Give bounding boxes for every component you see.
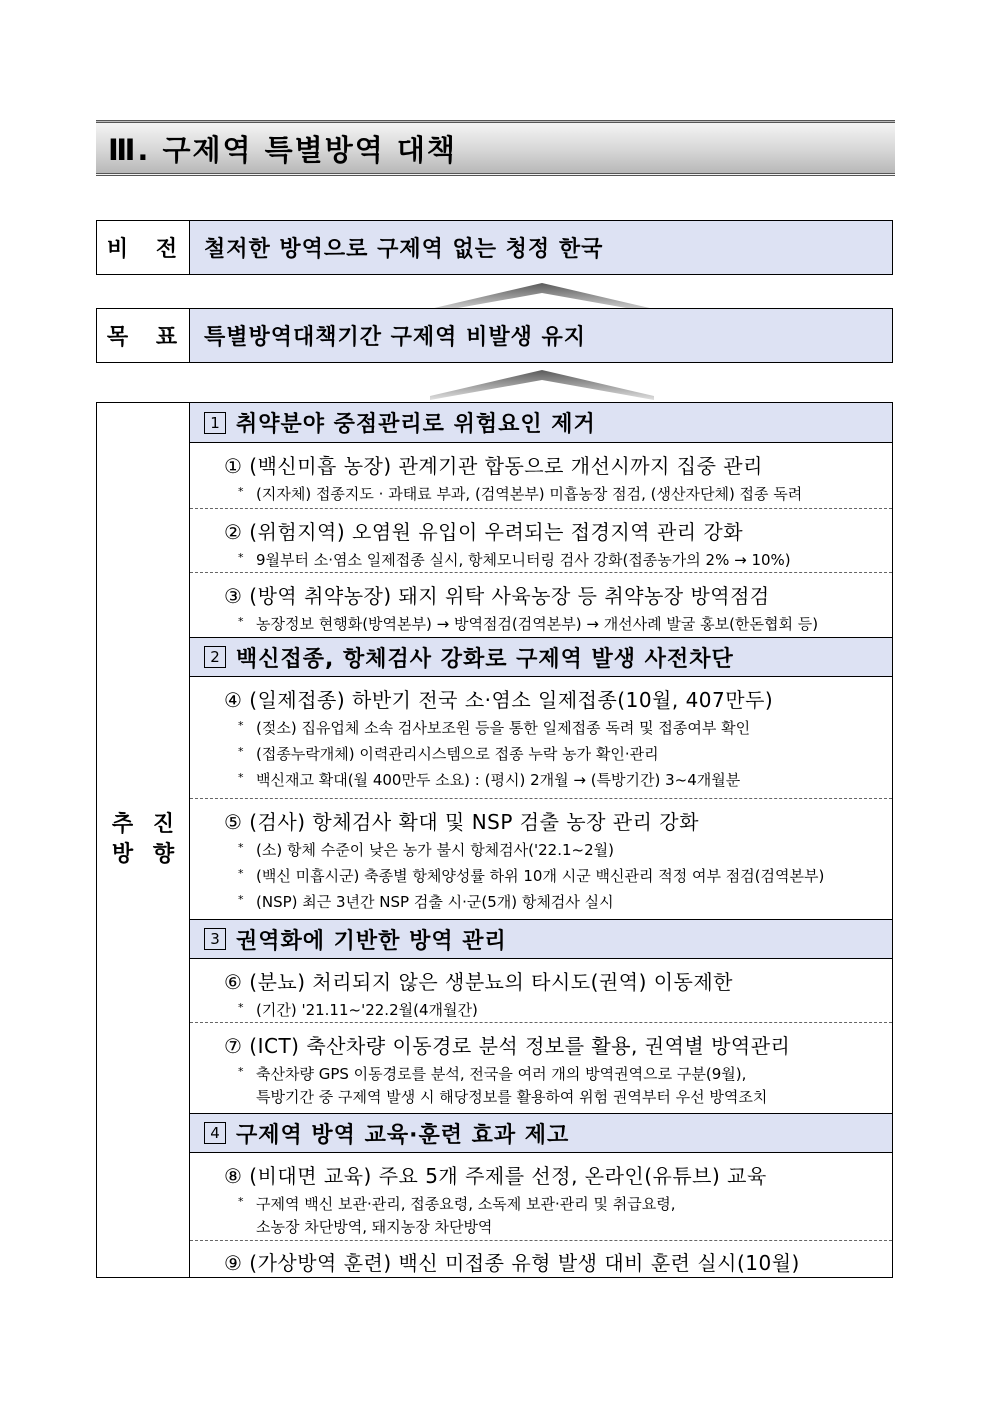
item-note: * 백신재고 확대(월 400만두 소요) : (평시) 2개월 → (특방기간) 3~4개월분 — [238, 771, 741, 789]
list-item — [190, 1023, 892, 1113]
goal-text: 특별방역대책기간 구제역 비발생 유지 — [190, 309, 892, 362]
item-note-continued: 소농장 차단방역, 돼지농장 차단방역 — [256, 1218, 493, 1236]
vision-text: 철저한 방역으로 구제역 없는 청정 한국 — [190, 221, 892, 274]
section-number: 1 — [204, 412, 226, 434]
section-title: 백신접종, 항체검사 강화로 구제역 발생 사전차단 — [236, 646, 734, 672]
vision-row — [96, 220, 893, 275]
page-title: Ⅲ. 구제역 특별방역 대책 — [108, 132, 457, 167]
side-label-line1: 추 진 — [111, 812, 181, 837]
section-number: 3 — [204, 928, 226, 950]
item-heading: ⑨ (가상방역 훈련) 백신 미접종 유형 발생 대비 훈련 실시(10월) — [224, 1251, 800, 1275]
item-note: * (기간) '21.11~'22.2월(4개월간) — [238, 1001, 478, 1019]
list-item — [190, 1153, 892, 1241]
section-header-3 — [190, 919, 892, 959]
list-item — [190, 677, 892, 799]
item-note: * 구제역 백신 보관·관리, 접종요령, 소독제 보관·관리 및 취급요령, — [238, 1195, 676, 1213]
item-heading: ⑦ (ICT) 축산차량 이동경로 분석 정보를 활용, 권역별 방역관리 — [224, 1034, 791, 1058]
strategy-table — [96, 402, 893, 1278]
side-label-line2: 방 향 — [111, 842, 181, 867]
goal-row — [96, 308, 893, 363]
item-note-continued: 특방기간 중 구제역 발생 시 해당정보를 활용하여 위험 권역부터 우선 방역조치 — [256, 1088, 768, 1106]
item-heading: ③ (방역 취약농장) 돼지 위탁 사육농장 등 취약농장 방역점검 — [224, 584, 770, 608]
list-item — [190, 509, 892, 573]
list-item — [190, 573, 892, 637]
section-title: 권역화에 기반한 방역 관리 — [236, 928, 507, 954]
section-title-bar — [96, 120, 895, 176]
section-header-4 — [190, 1113, 892, 1153]
item-note: * (접종누락개체) 이력관리시스템으로 접종 누락 농가 확인·관리 — [238, 745, 659, 763]
list-item — [190, 443, 892, 509]
list-item — [190, 1241, 892, 1277]
item-heading: ⑧ (비대면 교육) 주요 5개 주제를 선정, 온라인(유튜브) 교육 — [224, 1164, 767, 1188]
list-item — [190, 799, 892, 919]
item-note: * (지자체) 접종지도 · 과태료 부과, (검역본부) 미흡농장 점검, (생산자단체) 접종 독려 — [238, 485, 803, 503]
item-heading: ② (위험지역) 오염원 유입이 우려되는 접경지역 관리 강화 — [224, 520, 744, 544]
item-heading: ⑤ (검사) 항체검사 확대 및 NSP 검출 농장 관리 강화 — [224, 810, 699, 834]
item-note: * 9월부터 소·염소 일제접종 실시, 항체모니터링 검사 강화(접종농가의 2% → 10%) — [238, 551, 791, 569]
goal-label: 목 표 — [97, 309, 190, 362]
section-title: 구제역 방역 교육·훈련 효과 제고 — [236, 1122, 570, 1148]
vision-label: 비 전 — [97, 221, 190, 274]
section-header-2 — [190, 637, 892, 677]
item-heading: ① (백신미흡 농장) 관계기관 합동으로 개선시까지 집중 관리 — [224, 454, 763, 478]
section-number: 2 — [204, 646, 226, 668]
item-heading: ⑥ (분뇨) 처리되지 않은 생분뇨의 타시도(권역) 이동제한 — [224, 970, 734, 994]
strategy-content — [190, 403, 892, 1277]
section-header-1 — [190, 403, 892, 443]
section-number: 4 — [204, 1122, 226, 1144]
side-label — [97, 403, 190, 1277]
section-title: 취약분야 중점관리로 위험요인 제거 — [236, 412, 596, 437]
item-note: * (소) 항체 수준이 낮은 농가 불시 항체검사('22.1~2월) — [238, 841, 614, 859]
chevron-up-icon — [430, 366, 654, 400]
item-note: * (백신 미흡시군) 축종별 항체양성률 하위 10개 시군 백신관리 적정 여부 점검(검역본부) — [238, 867, 825, 885]
item-note: * 축산차량 GPS 이동경로를 분석, 전국을 여러 개의 방역권역으로 구분(9월), — [238, 1065, 747, 1083]
item-heading: ④ (일제접종) 하반기 전국 소·염소 일제접종(10월, 407만두) — [224, 688, 774, 712]
list-item — [190, 959, 892, 1023]
item-note: * (젖소) 집유업체 소속 검사보조원 등을 통한 일제접종 독려 및 접종여부 확인 — [238, 719, 751, 737]
item-note: * (NSP) 최근 3년간 NSP 검출 시·군(5개) 항체검사 실시 — [238, 893, 614, 911]
item-note: * 농장정보 현행화(방역본부) → 방역점검(검역본부) → 개선사례 발굴 홍보(한돈협회 등) — [238, 615, 819, 633]
